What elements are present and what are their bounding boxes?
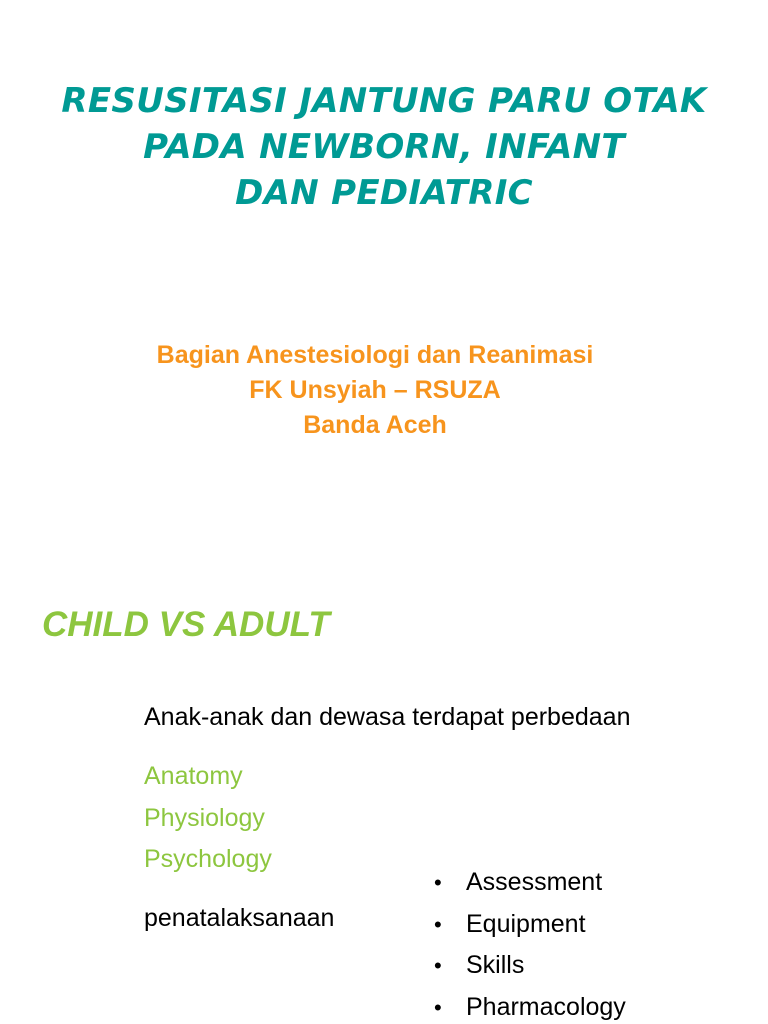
list-item (434, 904, 626, 946)
subtitle-line: Bagian Anestesiologi dan Reanimasi (156, 341, 594, 369)
difference-item-anatomy: Anatomy (144, 762, 243, 790)
title-line: PADA NEWBORN, INFANT (143, 127, 625, 167)
management-label: penatalaksanaan (144, 904, 335, 932)
bullet-dot-icon: • (434, 953, 442, 978)
difference-item-psychology: Psychology (144, 845, 272, 873)
intro-text: Anak-anak dan dewasa terdapat perbedaan (144, 703, 631, 731)
bullet-dot-icon: • (434, 994, 442, 1020)
subtitle-line: Banda Aceh (303, 411, 447, 439)
difference-list (144, 756, 272, 881)
section-heading: CHILD VS ADULT (42, 605, 330, 644)
management-item-label: Pharmacology (466, 992, 626, 1021)
title-line: RESUSITASI JANTUNG PARU OTAK (61, 81, 707, 121)
management-item-label: Skills (466, 951, 525, 979)
list-item (434, 987, 626, 1024)
title-line: DAN PEDIATRIC (235, 173, 533, 213)
slide-title (0, 78, 768, 216)
bullet-dot-icon: • (434, 911, 442, 937)
management-list (434, 862, 626, 1024)
management-item-label: Assessment (466, 868, 603, 896)
list-item (434, 945, 626, 987)
difference-item-physiology: Physiology (144, 803, 265, 832)
bullet-dot-icon: • (434, 870, 442, 895)
management-item-label: Equipment (466, 909, 586, 938)
slide-subtitle (0, 338, 750, 443)
subtitle-line: FK Unsyiah – RSUZA (249, 376, 501, 404)
list-item (434, 862, 626, 904)
